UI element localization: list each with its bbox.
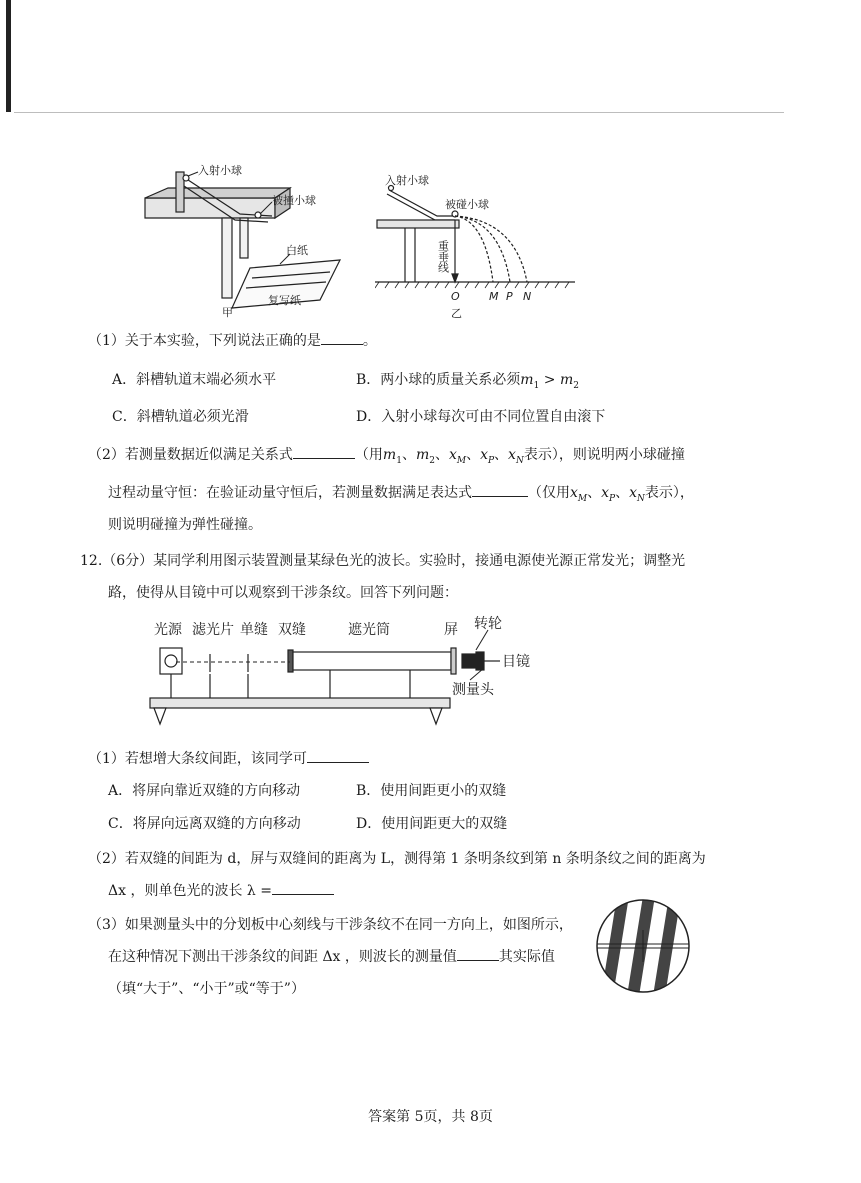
q12-part3-line2: 在这种情况下测出干涉条纹的间距 Δx ，则波长的测量值 其实际值 bbox=[108, 946, 555, 966]
answer-blank[interactable] bbox=[472, 482, 528, 497]
q12-option-c: C．将屏向远离双缝的方向移动 bbox=[108, 816, 301, 832]
app-label-single-slit: 单缝 bbox=[240, 622, 268, 638]
q12-part2-line1: （2）若双缝的间距为 d，屏与双缝间的距离为 L，测得第 1 条明条纹到第 n 条明条纹之间的距离为 bbox=[88, 851, 706, 867]
yi-label-P: P bbox=[506, 290, 513, 303]
q12-option-b: B．使用间距更小的双缝 bbox=[356, 783, 507, 799]
q11-part2-line2: 过程动量守恒：在验证动量守恒后，若测量数据满足表达式 （仅用$x_M$、$x_P$、$x_N$表示）， bbox=[108, 482, 694, 504]
q12-part3-line3: （填“大于”、“小于”或“等于”） bbox=[108, 981, 305, 997]
jia-label-target: 被撞小球 bbox=[272, 194, 316, 207]
scan-header-area bbox=[0, 0, 861, 112]
q12-part1-stem: （1）若想增大条纹间距，该同学可 bbox=[88, 748, 369, 768]
binder-edge bbox=[6, 0, 11, 112]
q11-part2-line1: （2）若测量数据近似满足关系式 （用$m_1$、$m_2$、$x_M$、$x_P$、$x_N$表示），则说明两小球碰撞 bbox=[88, 444, 685, 466]
yi-label-M: M bbox=[489, 290, 499, 303]
yi-label-N: N bbox=[523, 290, 532, 303]
figure-yi bbox=[375, 170, 575, 320]
app-label-double-slit: 双缝 bbox=[278, 622, 306, 638]
q11-part2-line3: 则说明碰撞为弹性碰撞。 bbox=[108, 517, 262, 533]
app-label-wheel: 转轮 bbox=[474, 616, 502, 632]
jia-label-white-paper: 白纸 bbox=[286, 244, 308, 257]
app-label-measuring-head: 测量头 bbox=[452, 682, 494, 698]
yi-label-O: O bbox=[451, 290, 460, 303]
q12-part3-line1: （3）如果测量头中的分划板中心刻线与干涉条纹不在同一方向上，如图所示， bbox=[88, 917, 573, 933]
yi-caption: 乙 bbox=[451, 307, 462, 320]
q11-part1-stem: （1）关于本实验，下列说法正确的是 。 bbox=[88, 330, 377, 350]
q12-heading-line1: 12.（6分）某同学利用图示装置测量某绿色光的波长。实验时，接通电源使光源正常发光；调整光 bbox=[80, 553, 686, 569]
yi-label-plumb: 重垂线 bbox=[436, 240, 450, 273]
q12-option-d: D．使用间距更大的双缝 bbox=[356, 816, 508, 832]
figure-jia bbox=[140, 160, 360, 320]
header-rule bbox=[14, 112, 784, 113]
answer-blank[interactable] bbox=[321, 330, 363, 345]
answer-blank[interactable] bbox=[457, 946, 499, 961]
app-label-tube: 遮光筒 bbox=[348, 622, 390, 638]
app-label-filter: 滤光片 bbox=[192, 622, 234, 638]
q12-heading-line2: 路，使得从目镜中可以观察到干涉条纹。回答下列问题： bbox=[108, 585, 458, 601]
yi-label-target: 被碰小球 bbox=[445, 198, 489, 211]
q11-option-d: D．入射小球每次可由不同位置自由滚下 bbox=[356, 409, 606, 425]
app-label-eyepiece: 目镜 bbox=[502, 654, 530, 670]
q11-option-c: C．斜槽轨道必须光滑 bbox=[112, 409, 249, 425]
app-label-screen: 屏 bbox=[444, 622, 458, 638]
jia-label-incident: 入射小球 bbox=[198, 164, 242, 177]
q12-part2-line2: Δx ，则单色光的波长 λ = bbox=[108, 880, 334, 900]
figure-fringe-circle bbox=[593, 896, 693, 996]
figure-apparatus bbox=[140, 612, 560, 732]
answer-blank[interactable] bbox=[272, 880, 334, 895]
yi-label-incident: 入射小球 bbox=[385, 174, 429, 187]
app-label-source: 光源 bbox=[154, 622, 182, 638]
answer-blank[interactable] bbox=[307, 748, 369, 763]
jia-caption: 甲 bbox=[222, 306, 233, 319]
q11-option-b: B．两小球的质量关系必须$m_1 > m_2$ bbox=[356, 372, 579, 391]
jia-label-carbon-paper: 复写纸 bbox=[268, 294, 301, 307]
q12-option-a: A．将屏向靠近双缝的方向移动 bbox=[108, 783, 301, 799]
answer-blank[interactable] bbox=[293, 444, 355, 459]
page-footer: 答案第 5页，共 8页 bbox=[368, 1109, 493, 1125]
q11-option-a: A．斜槽轨道末端必须水平 bbox=[112, 372, 277, 388]
